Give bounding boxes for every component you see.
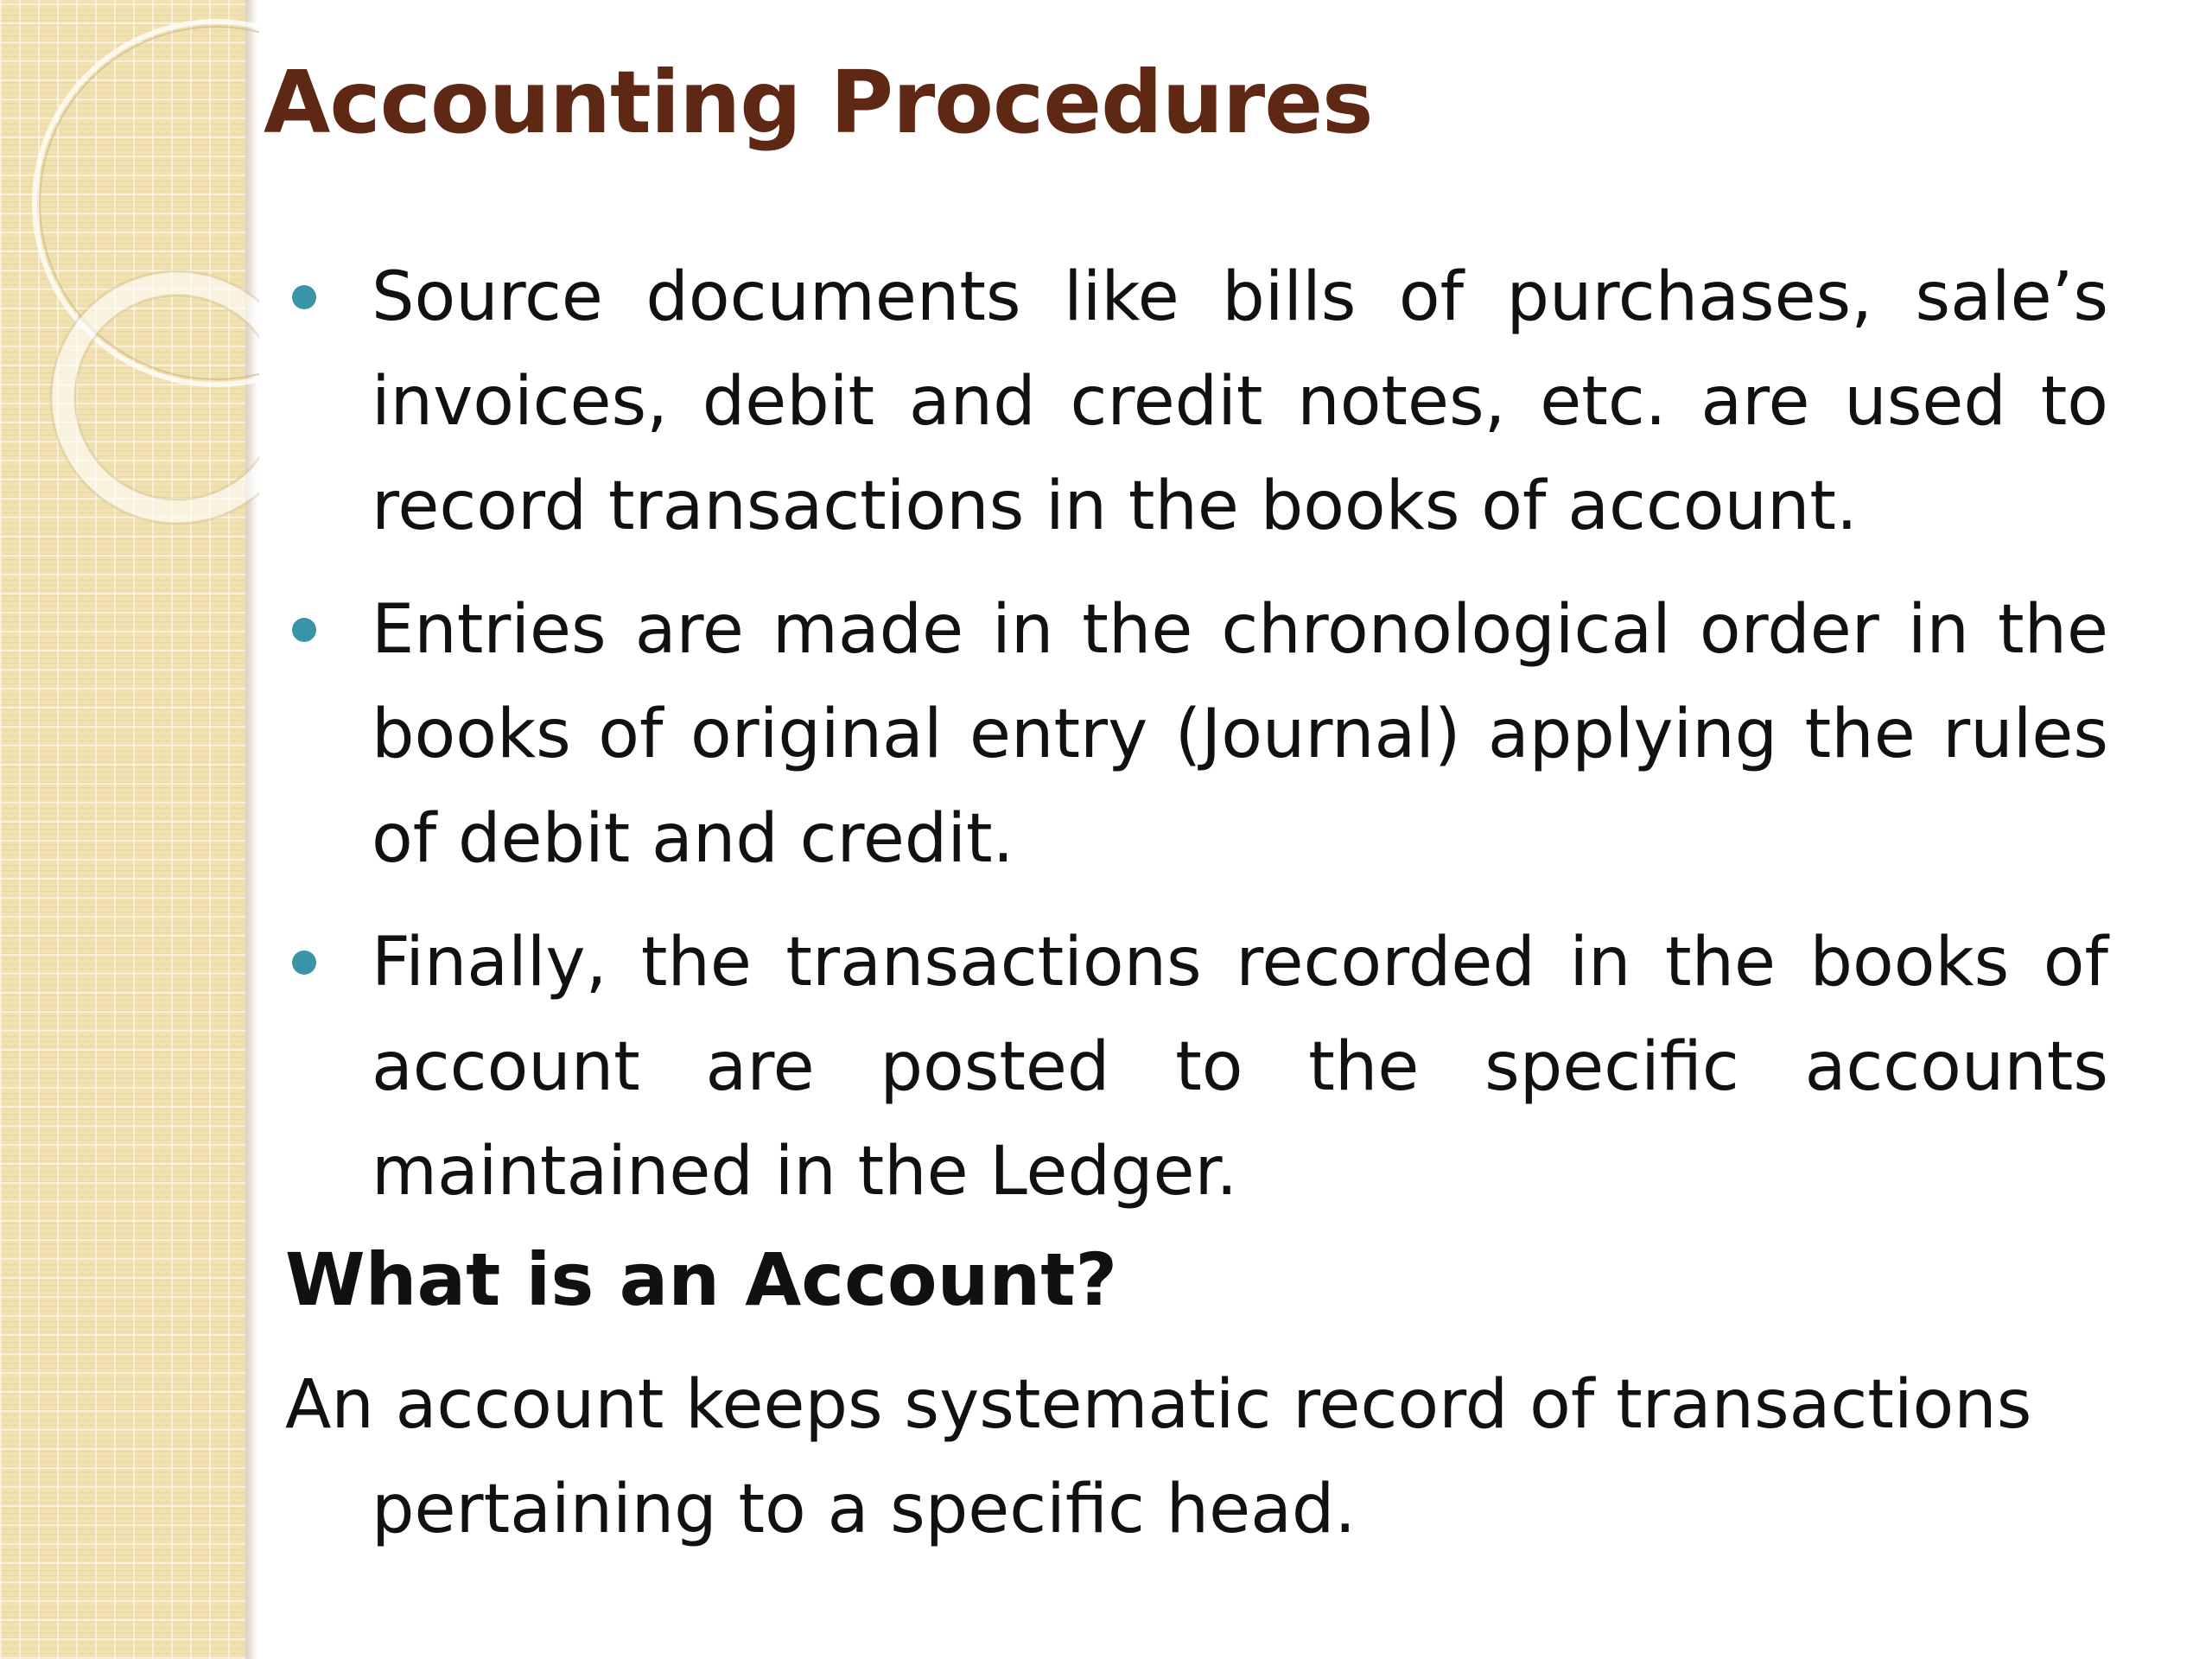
bullet-dot-icon [292, 618, 316, 642]
bullet-dot-icon [292, 285, 316, 309]
bullet-item [285, 911, 2108, 1224]
bullet-text: Entries are made in the chronological order in the books of original entry (Journal) applying the rules of debit and credit. [372, 591, 2108, 878]
bullet-item [285, 245, 2108, 559]
bullet-dot-icon [292, 950, 316, 975]
decorative-rings-icon [0, 0, 259, 553]
bullet-text: Finally, the transactions recorded in the books of account are posted to the specific accounts maintained in the Ledger. [372, 924, 2108, 1211]
slide-title: Accounting Procedures [264, 52, 1373, 153]
bullet-list [285, 245, 2108, 1243]
bullet-text: Source documents like bills of purchases, sale’s invoices, debit and credit notes, etc. are used to record transactions in the books of account. [372, 258, 2108, 545]
bullet-item [285, 578, 2108, 892]
subheading: What is an Account? [285, 1237, 1118, 1322]
definition-paragraph: An account keeps systematic record of transactions pertaining to a specific head. [285, 1366, 2032, 1548]
